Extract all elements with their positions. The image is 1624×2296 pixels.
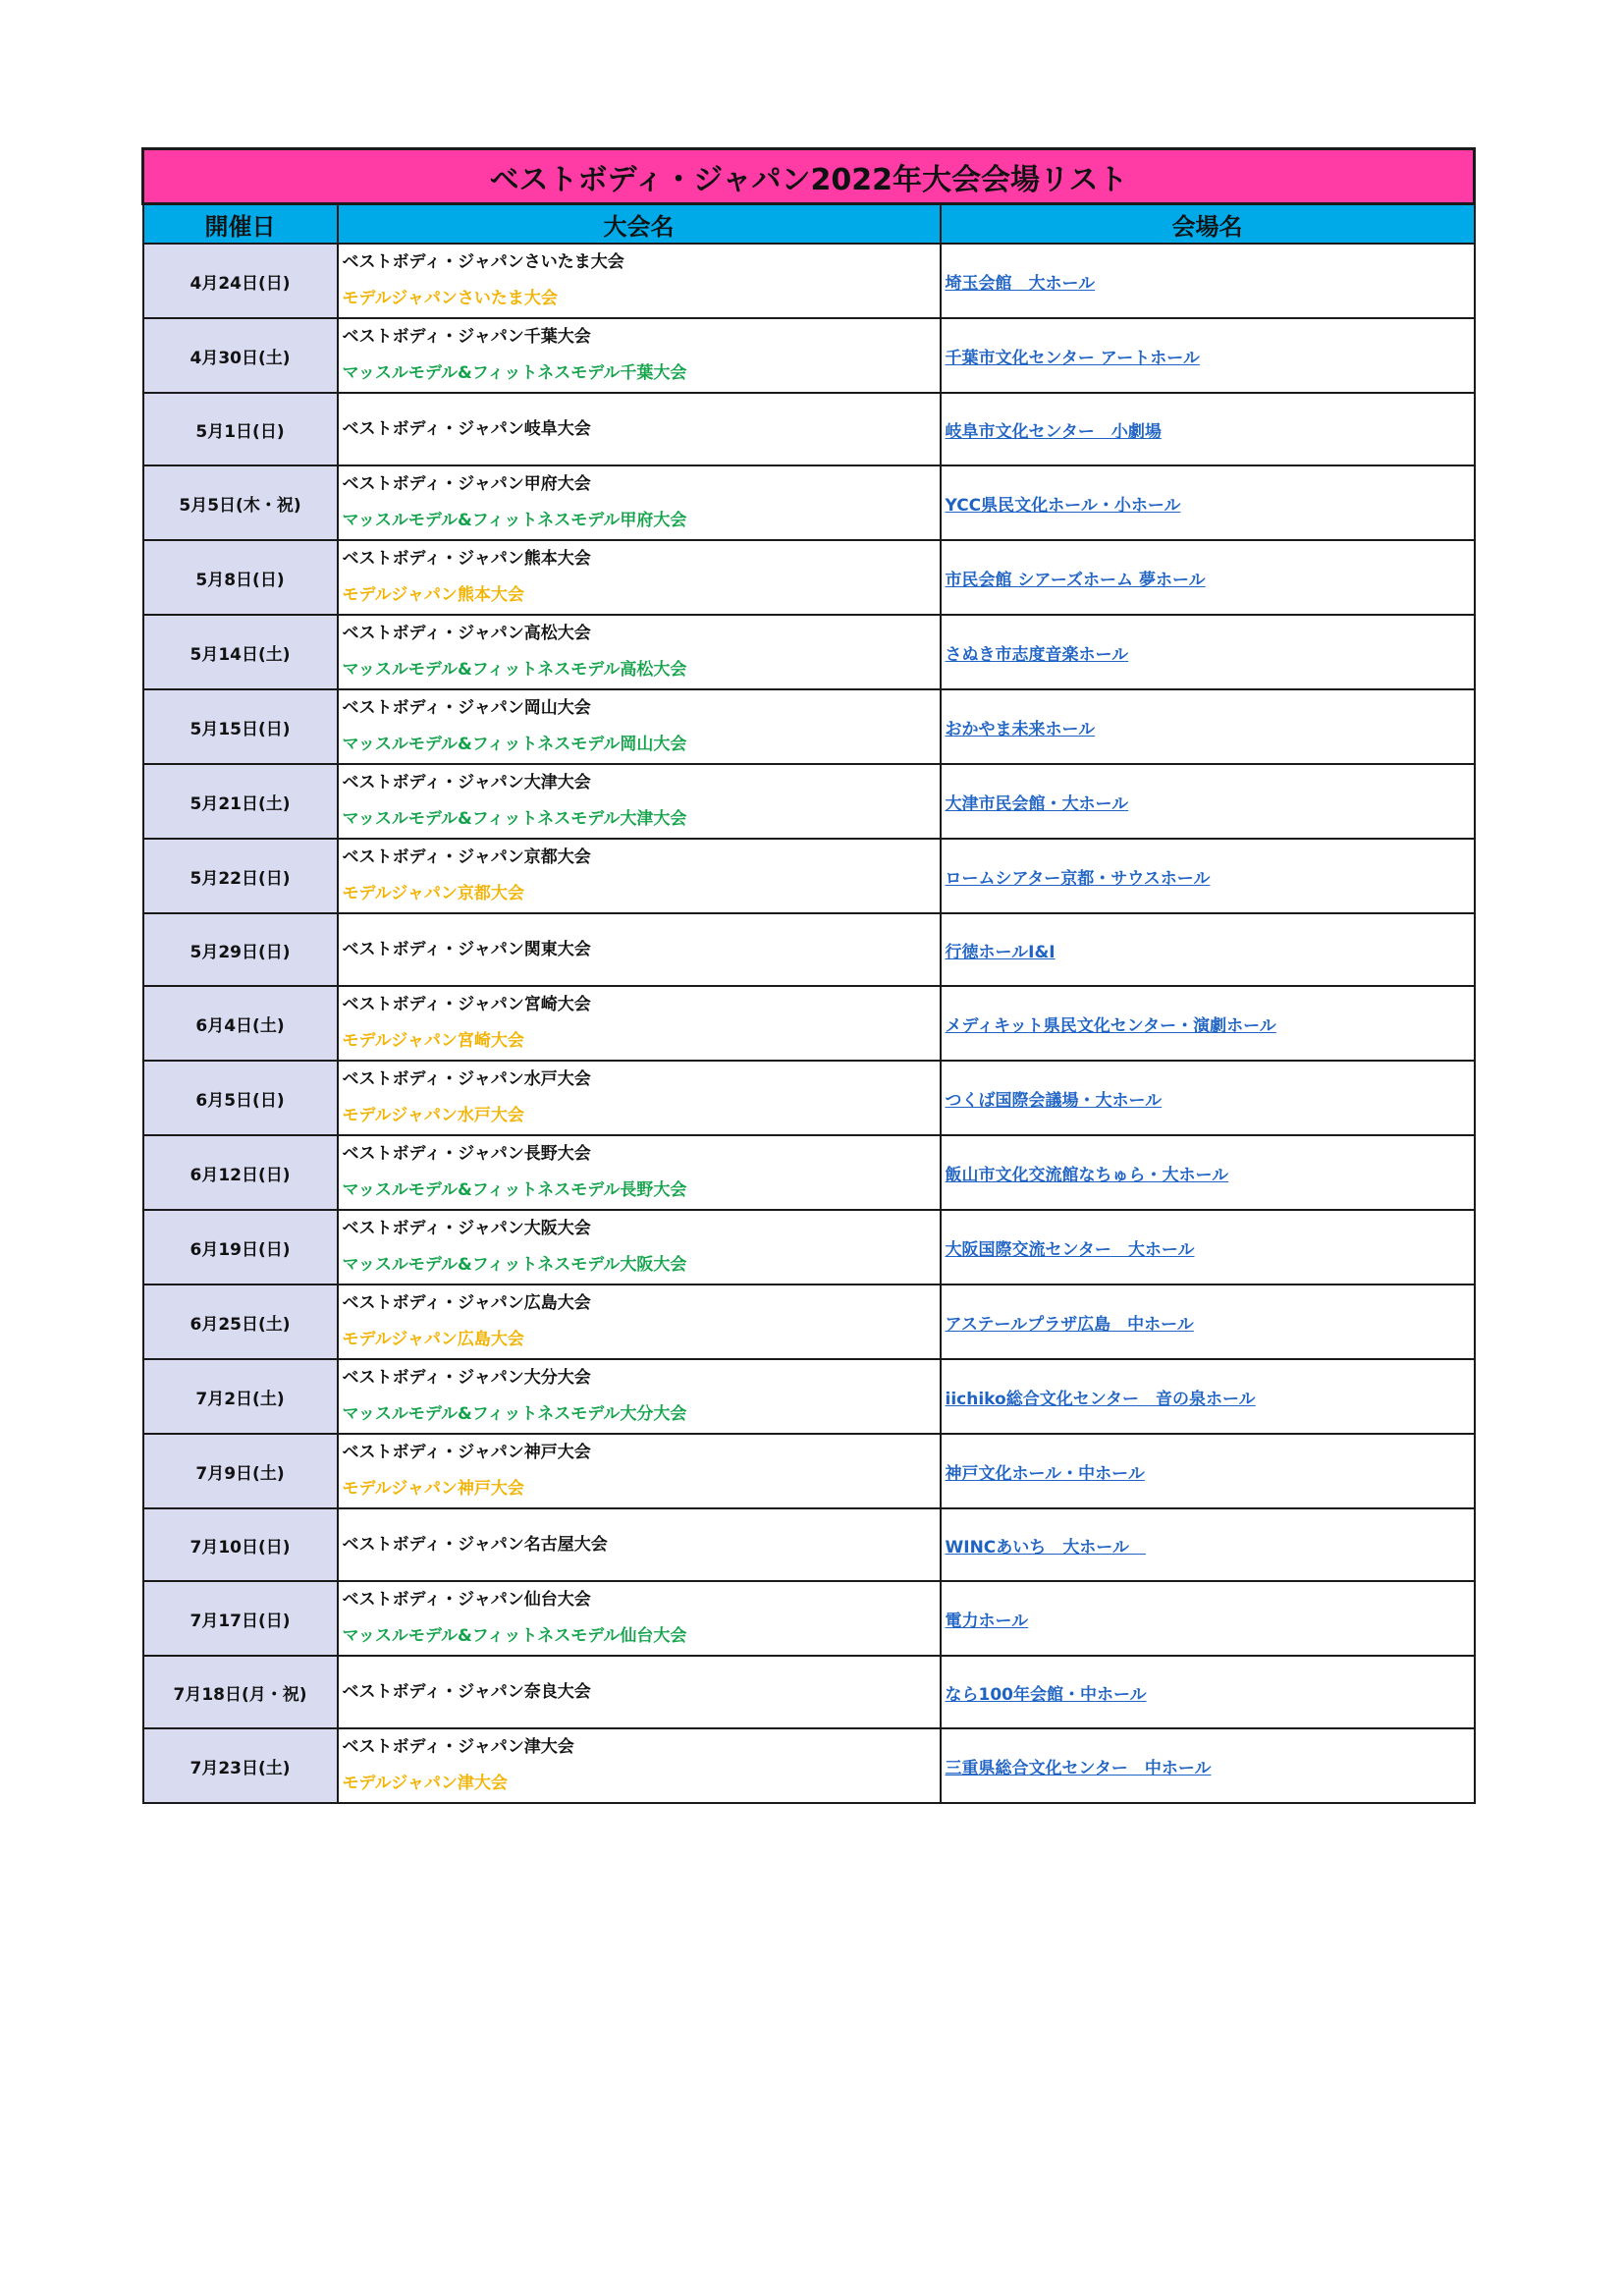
venue-cell [941,1581,1475,1656]
muscle-fitness-event-name: マッスルモデル&フィットネスモデル仙台大会 [342,1626,687,1646]
event-name: ベストボディ・ジャパンさいたま大会 [342,252,624,272]
event-cell [338,393,941,465]
date-cell: 5月8日(日) [143,540,338,615]
table-row [143,1581,1475,1656]
table-row [143,1656,1475,1728]
venue-cell [941,393,1475,465]
date-cell: 7月18日(月・祝) [143,1656,338,1728]
event-cell [338,986,941,1061]
model-japan-event-name: モデルジャパン神戸大会 [342,1479,524,1499]
event-cell [338,318,941,393]
column-header-venue: 会場名 [941,204,1475,245]
venue-link[interactable]: 市民会館 シアーズホーム 夢ホール [945,570,1206,590]
event-cell [338,465,941,540]
event-name: ベストボディ・ジャパン宮崎大会 [342,995,591,1014]
venue-cell [941,318,1475,393]
event-name: ベストボディ・ジャパン水戸大会 [342,1069,591,1089]
date-cell: 5月14日(土) [143,615,338,689]
date-cell: 5月22日(日) [143,839,338,913]
venue-cell [941,913,1475,986]
venue-link[interactable]: おかやま未来ホール [945,719,1096,739]
date-cell: 6月12日(日) [143,1135,338,1210]
model-japan-event-name: モデルジャパン水戸大会 [342,1106,524,1125]
date-cell: 7月9日(土) [143,1434,338,1508]
venue-link[interactable]: iichiko総合文化センター 音の泉ホール [945,1389,1256,1409]
date-cell: 7月2日(土) [143,1359,338,1434]
event-cell [338,1061,941,1135]
date-cell: 5月21日(土) [143,764,338,839]
muscle-fitness-event-name: マッスルモデル&フィットネスモデル高松大会 [342,660,687,680]
event-name: ベストボディ・ジャパン甲府大会 [342,474,591,494]
table-row [143,1359,1475,1434]
table-row [143,393,1475,465]
venue-link[interactable]: 大阪国際交流センター 大ホール [945,1239,1195,1260]
venue-cell [941,986,1475,1061]
event-cell [338,913,941,986]
venue-link[interactable]: 大津市民会館・大ホール [945,793,1129,814]
date-cell: 7月23日(土) [143,1728,338,1803]
table-title: ベストボディ・ジャパン2022年大会会場リスト [143,149,1475,204]
event-name: ベストボディ・ジャパン岡山大会 [342,698,591,718]
venue-cell [941,540,1475,615]
event-cell [338,1581,941,1656]
table-row [143,615,1475,689]
venue-link[interactable]: 行徳ホールI&I [945,942,1056,962]
venue-cell [941,615,1475,689]
table-row [143,244,1475,318]
venue-cell [941,1359,1475,1434]
table-row [143,318,1475,393]
table-row [143,1135,1475,1210]
event-cell [338,540,941,615]
table-row [143,465,1475,540]
venue-link[interactable]: 神戸文化ホール・中ホール [945,1463,1145,1484]
date-cell: 5月29日(日) [143,913,338,986]
event-name: ベストボディ・ジャパン長野大会 [342,1144,591,1164]
venue-table [141,147,1476,1804]
venue-link[interactable]: さぬき市志度音楽ホール [945,644,1129,665]
venue-link[interactable]: アステールプラザ広島 中ホール [945,1314,1194,1335]
table-row [143,764,1475,839]
table-row [143,986,1475,1061]
venue-link[interactable]: なら100年会館・中ホール [945,1684,1147,1705]
column-header-event: 大会名 [338,204,941,245]
muscle-fitness-event-name: マッスルモデル&フィットネスモデル長野大会 [342,1180,687,1200]
table-row [143,1434,1475,1508]
venue-cell [941,764,1475,839]
date-cell: 5月15日(日) [143,689,338,764]
event-name: ベストボディ・ジャパン津大会 [342,1737,574,1757]
date-cell: 6月19日(日) [143,1210,338,1285]
event-name: ベストボディ・ジャパン熊本大会 [342,549,591,569]
venue-cell [941,1285,1475,1359]
event-cell [338,764,941,839]
event-name: ベストボディ・ジャパン奈良大会 [342,1682,591,1702]
venue-cell [941,1728,1475,1803]
model-japan-event-name: モデルジャパン宮崎大会 [342,1031,524,1051]
venue-cell [941,465,1475,540]
muscle-fitness-event-name: マッスルモデル&フィットネスモデル千葉大会 [342,363,687,383]
column-header-date: 開催日 [143,204,338,245]
venue-cell [941,689,1475,764]
event-cell [338,615,941,689]
venue-cell [941,839,1475,913]
muscle-fitness-event-name: マッスルモデル&フィットネスモデル大分大会 [342,1404,687,1424]
event-cell [338,1359,941,1434]
table-row [143,689,1475,764]
event-cell [338,1135,941,1210]
venue-link[interactable]: 電力ホール [945,1611,1029,1631]
event-cell [338,1656,941,1728]
muscle-fitness-event-name: マッスルモデル&フィットネスモデル岡山大会 [342,735,687,754]
event-name: ベストボディ・ジャパン仙台大会 [342,1590,591,1610]
venue-cell [941,1061,1475,1135]
table-row [143,1061,1475,1135]
venue-link[interactable]: YCC県民文化ホール・小ホール [945,495,1181,516]
table-row [143,1728,1475,1803]
event-name: ベストボディ・ジャパン大分大会 [342,1368,591,1388]
table-body [143,244,1475,1803]
table-row [143,1210,1475,1285]
event-cell [338,1434,941,1508]
model-japan-event-name: モデルジャパンさいたま大会 [342,289,558,308]
date-cell: 4月24日(日) [143,244,338,318]
event-name: ベストボディ・ジャパン関東大会 [342,940,591,959]
table-row [143,839,1475,913]
date-cell: 5月1日(日) [143,393,338,465]
model-japan-event-name: モデルジャパン京都大会 [342,884,524,903]
event-name: ベストボディ・ジャパン岐阜大会 [342,419,591,439]
muscle-fitness-event-name: マッスルモデル&フィットネスモデル甲府大会 [342,511,687,530]
venue-link[interactable]: つくば国際会議場・大ホール [945,1090,1163,1111]
event-cell [338,839,941,913]
event-cell [338,1728,941,1803]
model-japan-event-name: モデルジャパン広島大会 [342,1330,524,1349]
table-row [143,913,1475,986]
venue-link[interactable]: 三重県総合文化センター 中ホール [945,1758,1212,1778]
venue-cell [941,244,1475,318]
date-cell: 4月30日(土) [143,318,338,393]
event-cell [338,1508,941,1581]
venue-cell [941,1434,1475,1508]
date-cell: 7月10日(日) [143,1508,338,1581]
venue-link[interactable]: 千葉市文化センター アートホール [945,348,1200,368]
venue-link[interactable]: ロームシアター京都・サウスホール [945,868,1211,889]
event-cell [338,1285,941,1359]
date-cell: 5月5日(木・祝) [143,465,338,540]
date-cell: 6月5日(日) [143,1061,338,1135]
event-cell [338,1210,941,1285]
event-cell [338,244,941,318]
date-cell: 7月17日(日) [143,1581,338,1656]
venue-cell [941,1508,1475,1581]
event-name: ベストボディ・ジャパン大津大会 [342,773,591,793]
venue-cell [941,1210,1475,1285]
muscle-fitness-event-name: マッスルモデル&フィットネスモデル大津大会 [342,809,687,829]
venue-link[interactable]: メディキット県民文化センター・演劇ホール [945,1015,1276,1036]
venue-cell [941,1135,1475,1210]
date-cell: 6月4日(土) [143,986,338,1061]
muscle-fitness-event-name: マッスルモデル&フィットネスモデル大阪大会 [342,1255,687,1275]
model-japan-event-name: モデルジャパン熊本大会 [342,585,524,605]
event-name: ベストボディ・ジャパン広島大会 [342,1293,591,1313]
table-row [143,1508,1475,1581]
event-name: ベストボディ・ジャパン京都大会 [342,847,591,867]
event-cell [338,689,941,764]
venue-list-sheet [141,147,1473,1804]
venue-link[interactable]: 飯山市文化交流館なちゅら・大ホール [945,1165,1229,1185]
event-name: ベストボディ・ジャパン千葉大会 [342,327,591,347]
event-name: ベストボディ・ジャパン大阪大会 [342,1219,591,1238]
event-name: ベストボディ・ジャパン名古屋大会 [342,1535,608,1555]
venue-link[interactable]: 岐阜市文化センター 小劇場 [945,421,1162,442]
venue-cell [941,1656,1475,1728]
venue-link[interactable]: WINCあいち 大ホール [945,1537,1146,1558]
event-name: ベストボディ・ジャパン神戸大会 [342,1443,591,1462]
table-row [143,1285,1475,1359]
table-row [143,540,1475,615]
model-japan-event-name: モデルジャパン津大会 [342,1774,508,1793]
venue-link[interactable]: 埼玉会館 大ホール [945,273,1096,294]
date-cell: 6月25日(土) [143,1285,338,1359]
event-name: ベストボディ・ジャパン高松大会 [342,624,591,643]
